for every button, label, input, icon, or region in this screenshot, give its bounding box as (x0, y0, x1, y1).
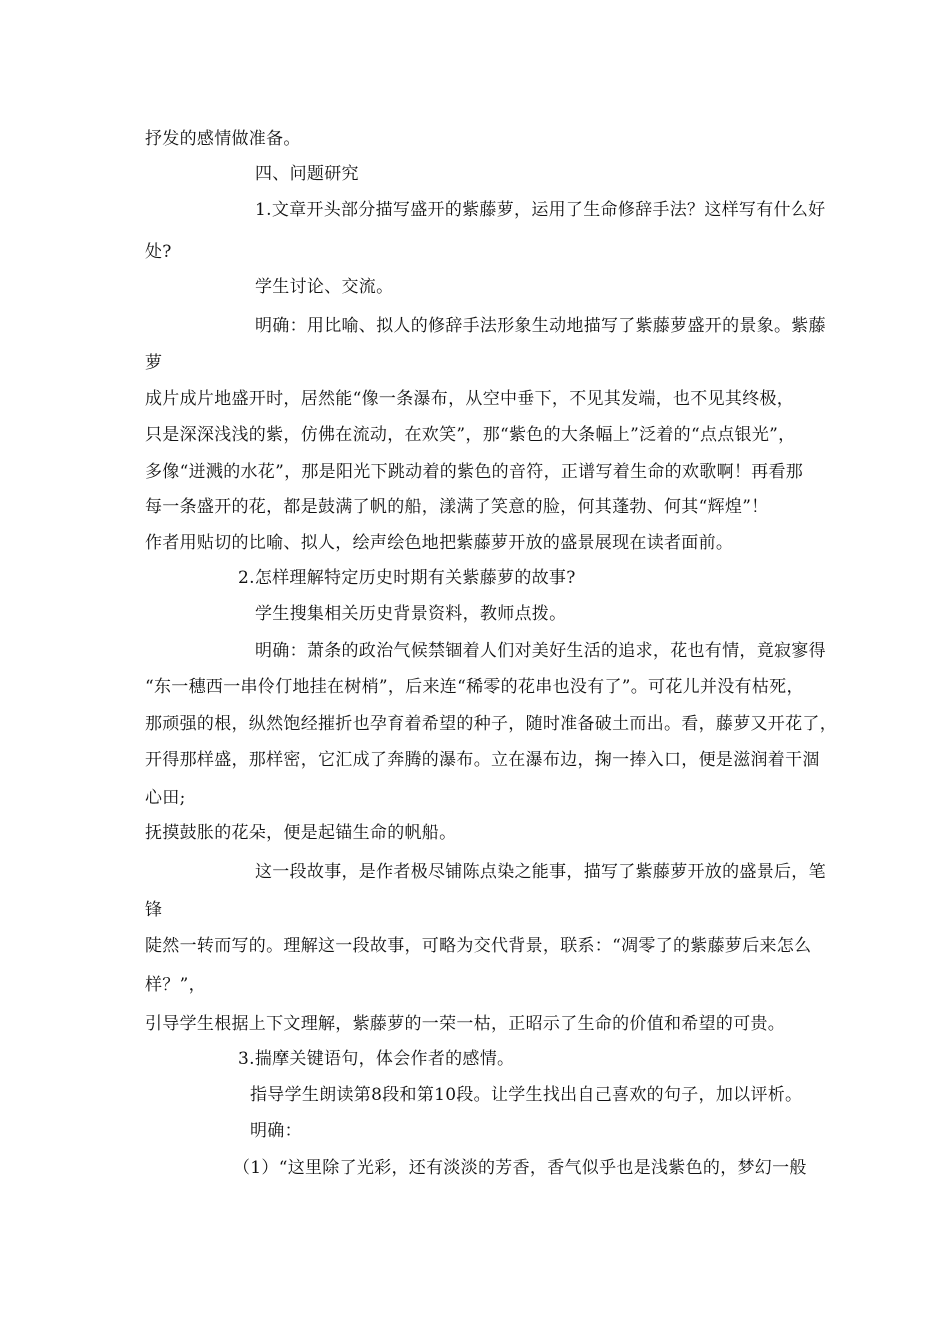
paragraph-line: “东一穗西一串伶仃地挂在树梢”，后来连“稀零的花串也没有了”。可花儿并没有枯死， (145, 677, 804, 697)
paragraph-line: 明确： (250, 1121, 302, 1141)
paragraph-line: 指导学生朗读第8段和第10段。让学生找出自己喜欢的句子，加以评析。 (250, 1085, 803, 1105)
question-line: 2.怎样理解特定历史时期有关紫藤萝的故事? (238, 568, 576, 588)
paragraph-line: 萝 (145, 353, 163, 373)
paragraph-line: 成片成片地盛开时，居然能“像一条瀑布，从空中垂下，不见其发端，也不见其终极， (145, 389, 795, 409)
paragraph-line: 陡然一转而写的。理解这一段故事，可略为交代背景，联系：“凋零了的紫藤萝后来怎么 (145, 936, 812, 956)
paragraph-line: 心田; (145, 788, 186, 808)
paragraph-line: 明确：萧条的政治气候禁锢着人们对美好生活的追求，花也有情，竟寂寥得 (255, 641, 826, 661)
paragraph-line: 学生搜集相关历史背景资料，教师点拨。 (255, 604, 567, 624)
paragraph-line: 抒发的感情做准备。 (145, 129, 301, 149)
paragraph-line: 样？”， (145, 975, 206, 995)
paragraph-line: 抚摸鼓胀的花朵，便是起锚生命的帆船。 (145, 823, 457, 843)
paragraph-line: 引导学生根据上下文理解，紫藤萝的一荣一枯，正昭示了生命的价值和希望的可贵。 (145, 1014, 786, 1034)
question-line: 1.文章开头部分描写盛开的紫藤萝，运用了生命修辞手法？这样写有什么好 (255, 200, 826, 220)
paragraph-line: 只是深深浅浅的紫，仿佛在流动，在欢笑”，那“紫色的大条幅上”泛着的“点点银光”， (145, 425, 796, 445)
paragraph-line: 多像“迸溅的水花”，那是阳光下跳动着的紫色的音符，正谱写着生命的欢歌啊！再看那 (145, 462, 804, 482)
paragraph-line: 锋 (145, 900, 163, 920)
paragraph-line: 明确：用比喻、拟人的修辞手法形象生动地描写了紫藤萝盛开的景象。紫藤 (255, 316, 826, 336)
paragraph-line: 这一段故事，是作者极尽铺陈点染之能事，描写了紫藤萝开放的盛景后，笔 (255, 862, 826, 882)
paragraph-line: 每一条盛开的花，都是鼓满了帆的船，漾满了笑意的脸，何其蓬勃、何其“辉煌”！ (145, 497, 769, 517)
paragraph-line: （1）“这里除了光彩，还有淡淡的芳香，香气似乎也是浅紫色的，梦幻一般 (233, 1158, 807, 1178)
paragraph-line: 那顽强的根，纵然饱经摧折也孕育着希望的种子，随时准备破土而出。看，藤萝又开花了， (145, 714, 837, 734)
paragraph-line: 作者用贴切的比喻、拟人，绘声绘色地把紫藤萝开放的盛景展现在读者面前。 (145, 533, 734, 553)
paragraph-line: 开得那样盛，那样密，它汇成了奔腾的瀑布。立在瀑布边，掬一捧入口，便是滋润着干涸 (145, 750, 820, 770)
paragraph-line: 学生讨论、交流。 (255, 277, 394, 297)
question-line: 处? (145, 242, 172, 262)
section-heading: 四、问题研究 (255, 164, 359, 184)
question-line: 3.揣摩关键语句，体会作者的感情。 (238, 1049, 515, 1069)
